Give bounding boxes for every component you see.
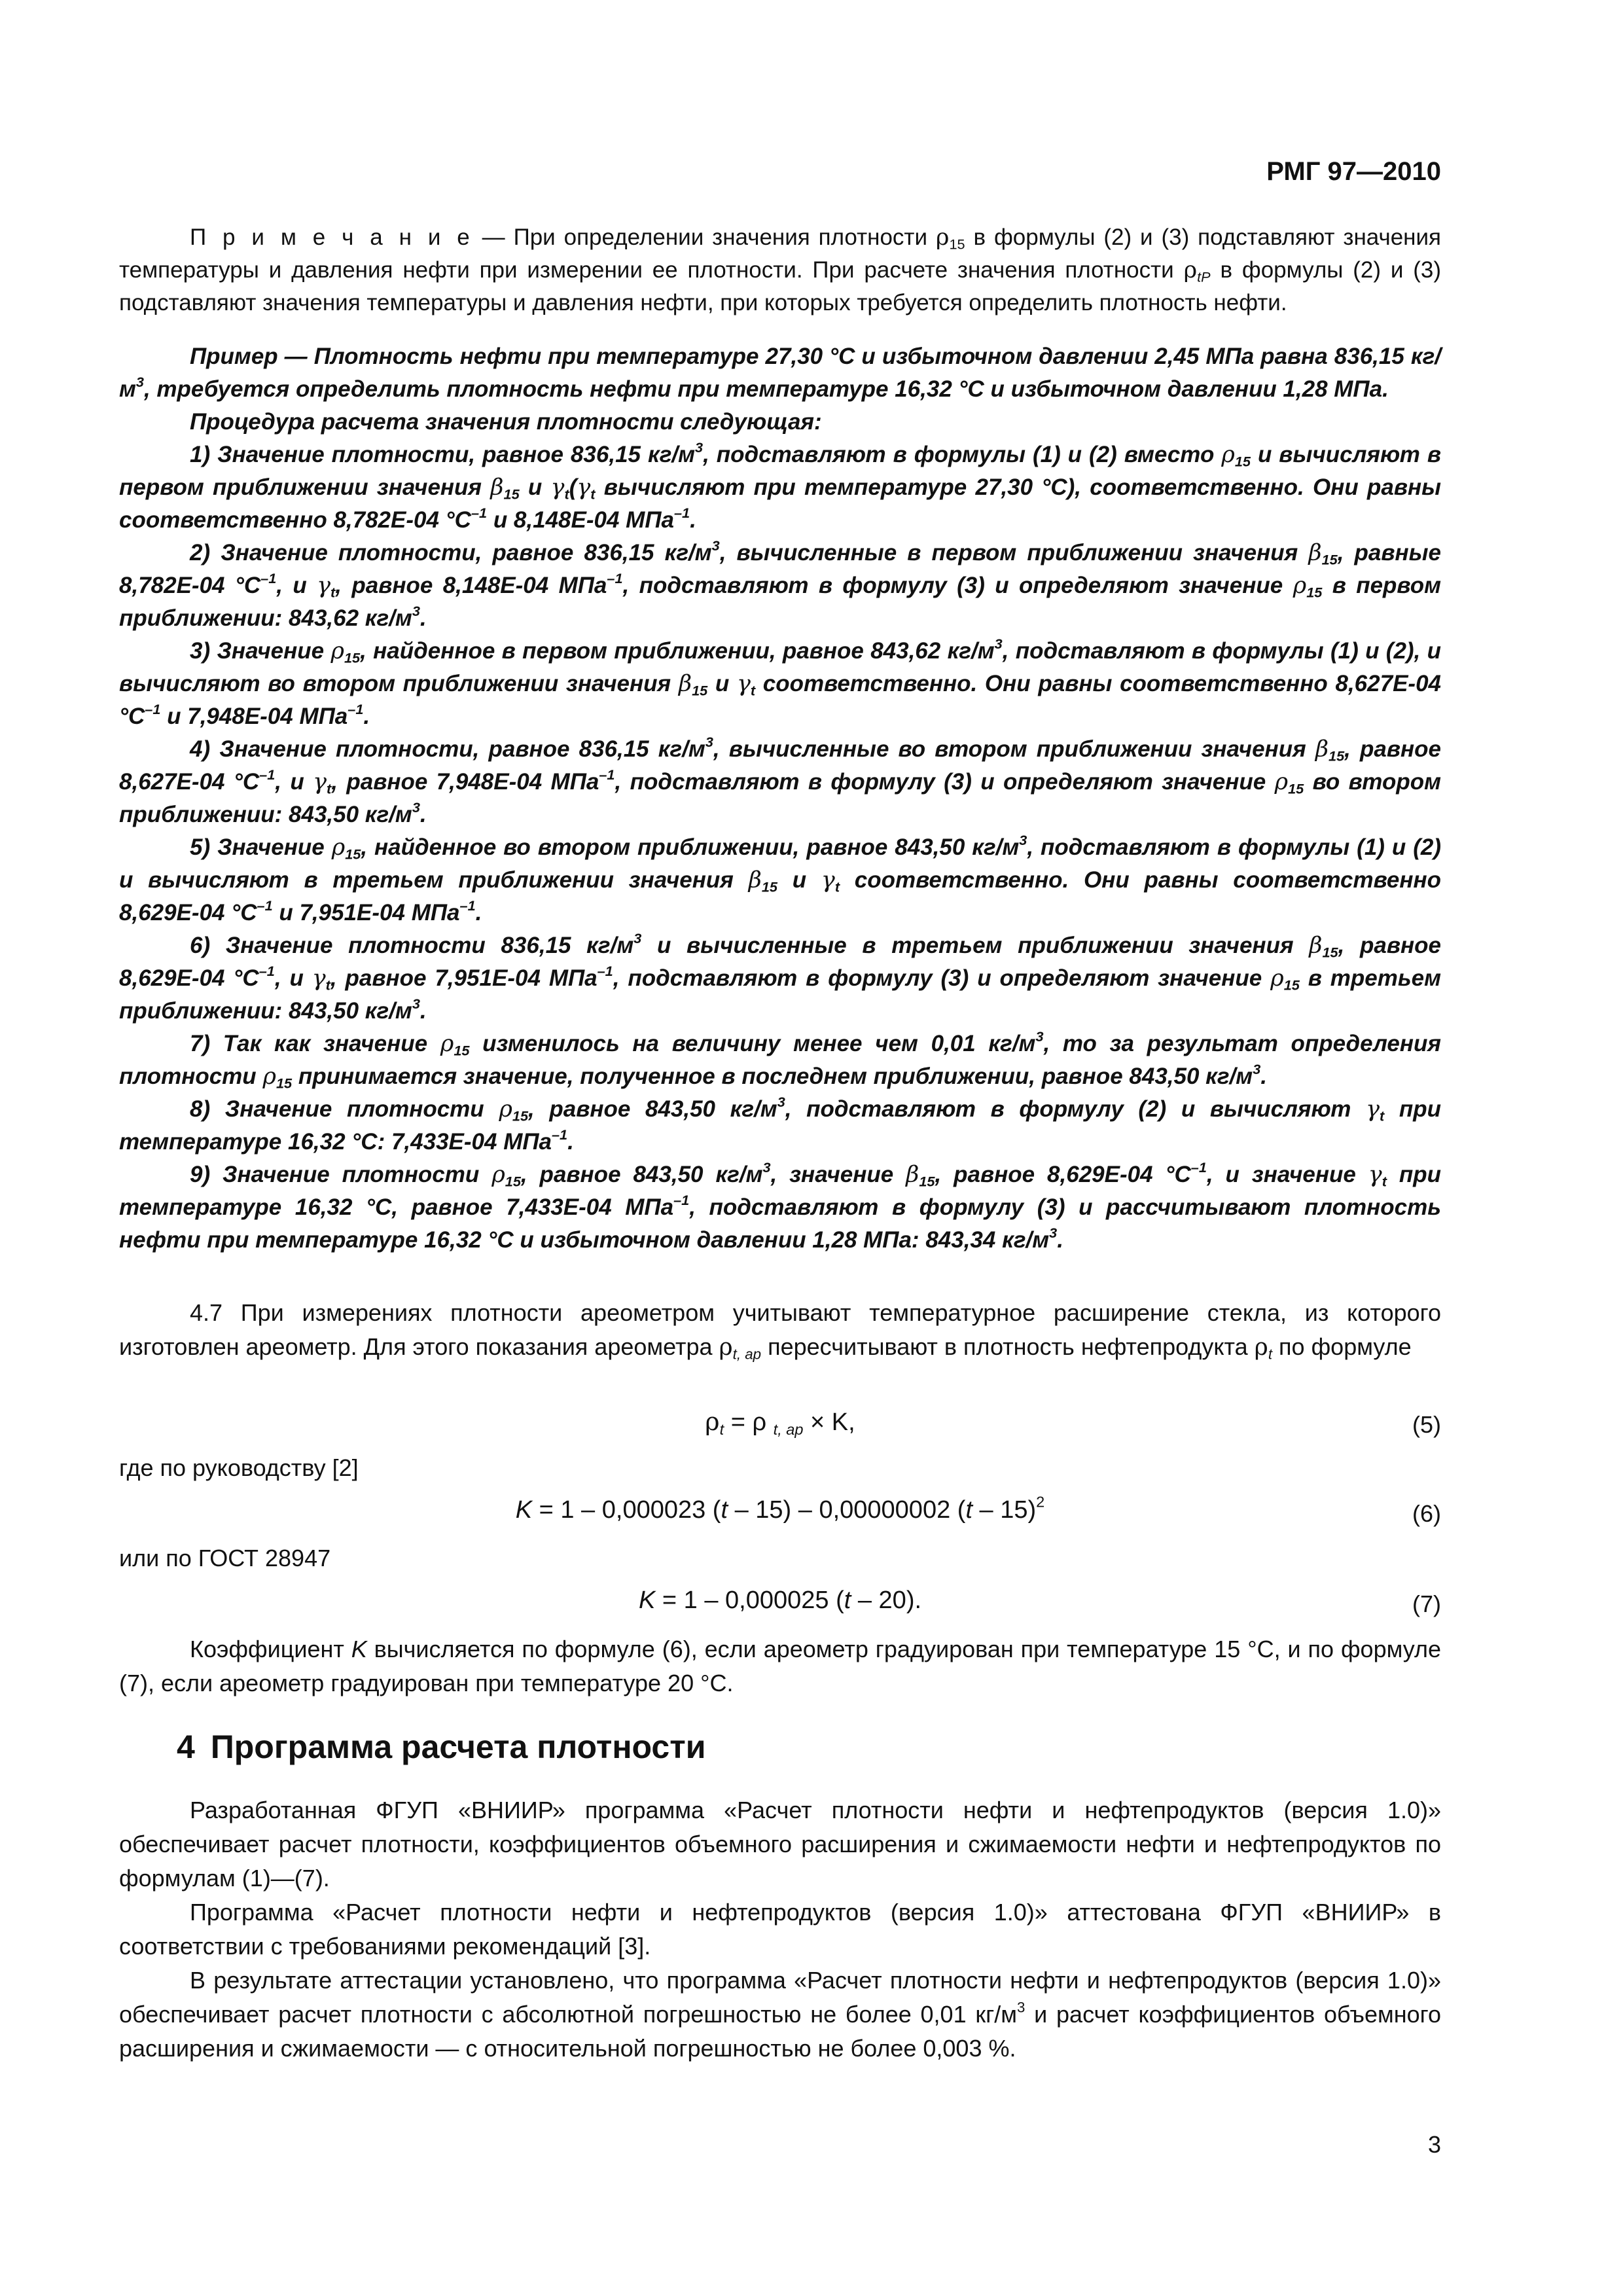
- step-text: и 8,148Е-04 МПа: [487, 507, 674, 533]
- step-text: , равное 843,50 кг/м: [520, 1162, 763, 1187]
- subscript-t: t: [834, 878, 840, 895]
- formula-text: = 1 – 0,000025 (: [655, 1587, 844, 1614]
- subscript-t-ar: t, ар: [773, 1421, 804, 1439]
- superscript-minus-1: –1: [599, 766, 615, 783]
- formula-5-expression: [119, 1407, 1441, 1437]
- section-4-paragraph-1: Разработанная ФГУП «ВНИИР» программа «Расчет плотности нефти и нефтепродуктов (версия 1.0)» обеспечивает расчет плотности, коэффициентов объемного расширения и сжимаемости нефти и нефтепродуктов по формулам (1)—(7).: [119, 1797, 1441, 1892]
- formula-text: = 1 – 0,000023 (: [532, 1496, 721, 1524]
- step-text: , подставляют в формулу (3) и определяют значение: [613, 965, 1271, 991]
- superscript-3: 3: [705, 733, 713, 750]
- variable-t: t: [844, 1587, 851, 1614]
- formula-text: × K,: [803, 1408, 855, 1436]
- section-title: Программа расчета плотности: [210, 1729, 706, 1765]
- paragraph-text: В результате аттестации установлено, что программа «Расчет плотности нефти и нефтепродуктов (версия 1.0)» обеспечивает расчет плотности с абсолютной погрешностью не более 0,01 кг/м: [119, 1967, 1441, 2028]
- step-text: 6) Значение плотности 836,15 кг/м: [190, 933, 634, 958]
- step-text: во втором приближении: 843,50 кг/м: [119, 769, 1441, 827]
- step-text: и 7,951Е-04 МПа: [272, 900, 460, 925]
- superscript-minus-1: –1: [551, 1126, 568, 1143]
- step-text: и 7,948Е-04 МПа: [160, 704, 348, 729]
- step-text: 3) Значение: [190, 638, 331, 664]
- superscript-minus-1: –1: [471, 504, 488, 521]
- superscript-3: 3: [1035, 1028, 1044, 1045]
- step-text: изменилось на величину менее чем 0,01 кг/м: [469, 1031, 1036, 1056]
- rho-symbol: ρ: [331, 834, 346, 861]
- superscript-2: 2: [1036, 1493, 1045, 1511]
- subscript-tp: tP: [1197, 268, 1211, 285]
- superscript-3: 3: [1016, 1999, 1026, 2016]
- rho-symbol: ρ: [330, 638, 344, 664]
- formula-6: [119, 1493, 1441, 1535]
- subscript-t: t: [750, 682, 756, 699]
- subscript-15: 15: [344, 649, 361, 666]
- gamma-symbol: γ: [736, 671, 751, 697]
- beta-symbol: β: [906, 1162, 919, 1188]
- superscript-minus-1: –1: [597, 962, 613, 979]
- superscript-3: 3: [777, 1093, 785, 1110]
- superscript-3: 3: [762, 1158, 771, 1175]
- step-text: , и: [274, 965, 312, 991]
- step-text: (: [569, 475, 577, 500]
- formula-5: [119, 1407, 1441, 1446]
- superscript-3: 3: [695, 439, 704, 456]
- beta-symbol: β: [1309, 933, 1323, 959]
- subscript-15: 15: [505, 1173, 521, 1190]
- step-text: , равное 843,50 кг/м: [528, 1096, 777, 1122]
- superscript-3: 3: [994, 635, 1003, 652]
- step-2: [119, 537, 1441, 635]
- example-intro-text: Пример — Плотность нефти при температуре 27,30 °С и избыточном давлении 2,45 МПа равна 836,15 кг/м: [119, 344, 1441, 402]
- step-text: , равное 8,629Е-04 °С: [119, 933, 1441, 991]
- variable-k: K: [515, 1496, 533, 1524]
- procedure-heading: Процедура расчета значения плотности следующая:: [190, 409, 822, 435]
- step-text: , значение: [770, 1162, 906, 1187]
- step-text: 4) Значение плотности, равное 836,15 кг/м: [190, 736, 705, 762]
- subscript-15: 15: [345, 846, 361, 863]
- step-text: .: [419, 605, 427, 631]
- step-text: и вычисленные в третьем приближении значения: [641, 933, 1310, 958]
- step-text: , равное 8,148Е-04 МПа: [335, 573, 607, 598]
- step-text: 1) Значение плотности, равное 836,15 кг/м: [190, 442, 695, 467]
- step-6: [119, 929, 1441, 1028]
- step-text: 8) Значение плотности: [190, 1096, 499, 1122]
- step-text: , подставляют в формулы (1) и (2) вместо: [703, 442, 1222, 467]
- step-text: .: [363, 704, 370, 729]
- section-4-7: [119, 1296, 1441, 1365]
- section-4-paragraph-2: Программа «Расчет плотности нефти и нефтепродуктов (версия 1.0)» аттестована ФГУП «ВНИИР» в соответствии с требованиями рекомендаций [3].: [119, 1899, 1441, 1960]
- beta-symbol: β: [1308, 540, 1322, 566]
- formula-text: – 15): [972, 1496, 1037, 1524]
- subscript-15: 15: [949, 236, 965, 253]
- step-text: .: [1057, 1227, 1063, 1253]
- formula-7-expression: [119, 1587, 1441, 1615]
- formula-text: = ρ: [724, 1408, 774, 1436]
- rho-symbol: ρ: [705, 1407, 720, 1436]
- section-4-body: [119, 1793, 1441, 2066]
- paragraph-text: вычисляется по формуле (6), если ареометр градуирован при температуре 15 °С, и по формуле (7), если ареометр градуирован при температуре 20 °С.: [119, 1636, 1441, 1696]
- subscript-15: 15: [1329, 747, 1345, 764]
- example-intro: [119, 340, 1441, 406]
- rho-symbol: ρ: [1293, 573, 1307, 599]
- rho-symbol: ρ: [1221, 442, 1235, 468]
- note-paragraph: [119, 221, 1441, 319]
- subscript-15: 15: [1321, 551, 1338, 568]
- superscript-minus-1: –1: [348, 700, 364, 717]
- step-text: , и значение: [1206, 1162, 1368, 1187]
- step-text: , найденное во втором приближении, равное 843,50 кг/м: [361, 834, 1020, 860]
- subscript-15: 15: [919, 1173, 935, 1190]
- step-1: [119, 439, 1441, 537]
- formula-6-label: где по руководству [2]: [119, 1454, 359, 1481]
- note-block: [119, 221, 1441, 319]
- step-text: .: [567, 1129, 574, 1155]
- gamma-symbol: γ: [821, 867, 835, 893]
- subscript-t-ar: t, ар: [732, 1346, 762, 1363]
- step-text: , вычисленные во втором приближении значения: [713, 736, 1315, 762]
- step-text: , то за результат определения плотности: [119, 1031, 1441, 1089]
- step-4: [119, 733, 1441, 831]
- coefficient-paragraph: [119, 1632, 1441, 1700]
- rho-symbol: ρ: [1254, 1334, 1268, 1361]
- step-text: 2) Значение плотности, равное 836,15 кг/м: [190, 540, 712, 565]
- subscript-t: t: [719, 1421, 724, 1439]
- formula-number: (5): [1412, 1411, 1441, 1438]
- paragraph-text: пересчитывают в плотность нефтепродукта: [761, 1333, 1255, 1360]
- subscript-t: t: [590, 486, 596, 503]
- step-text: .: [1260, 1064, 1267, 1089]
- subscript-15: 15: [1288, 780, 1304, 797]
- rho-symbol: ρ: [499, 1096, 512, 1122]
- step-text: 7) Так как значение: [190, 1031, 440, 1056]
- step-text: , равное 7,951Е-04 МПа: [330, 965, 597, 991]
- variable-t: t: [721, 1496, 728, 1524]
- gamma-symbol: γ: [1366, 1096, 1380, 1122]
- step-text: .: [419, 998, 427, 1024]
- step-text: , вычисленные в первом приближении значения: [719, 540, 1309, 565]
- document-code: РМГ 97—2010: [1266, 157, 1441, 186]
- step-text: , и: [275, 769, 313, 795]
- step-text: , равное 7,948Е-04 МПа: [331, 769, 599, 795]
- note-text-2: в формулы (2) и (3) подставляют значения температуры и давления нефти при измерении ее плотности. При расчете значения плотности: [119, 224, 1441, 283]
- subscript-15: 15: [761, 878, 777, 895]
- step-text: , и: [276, 573, 317, 598]
- step-9: [119, 1158, 1441, 1257]
- superscript-3: 3: [1019, 831, 1027, 848]
- step-text: и: [707, 671, 737, 696]
- superscript-3: 3: [412, 798, 420, 816]
- note-text-1: — При определении значения плотности: [473, 224, 936, 250]
- formula-7: [119, 1587, 1441, 1626]
- paragraph-text: по формуле: [1272, 1333, 1412, 1360]
- superscript-minus-1: –1: [459, 897, 476, 914]
- superscript-minus-1: –1: [673, 1191, 690, 1208]
- formula-7-label: или по ГОСТ 28947: [119, 1545, 331, 1571]
- step-text: и: [777, 867, 821, 893]
- variable-k: K: [351, 1636, 367, 1662]
- superscript-3: 3: [711, 537, 720, 554]
- rho-symbol: ρ: [935, 224, 950, 251]
- rho-symbol: ρ: [1270, 965, 1284, 992]
- subscript-15: 15: [454, 1042, 470, 1059]
- subscript-15: 15: [692, 682, 708, 699]
- formula-text: – 15) – 0,00000002 (: [728, 1496, 966, 1524]
- step-text: , подставляют в формулу (3) и определяют значение: [622, 573, 1293, 598]
- variable-k: K: [638, 1587, 656, 1614]
- superscript-minus-1: –1: [260, 569, 277, 586]
- superscript-3: 3: [135, 373, 144, 390]
- paragraph-text: и расчет коэффициентов объемного расширения и сжимаемости — с относительной погрешностью не более 0,003 %.: [119, 2001, 1442, 2062]
- subscript-t: t: [1379, 1107, 1385, 1124]
- step-text: соответственно. Они равны соответственно 8,629Е-04 °С: [119, 867, 1441, 925]
- subscript-t: t: [564, 486, 569, 503]
- step-text: .: [690, 507, 696, 533]
- subscript-15: 15: [512, 1107, 529, 1124]
- rho-symbol: ρ: [440, 1031, 454, 1057]
- step-5: [119, 831, 1441, 929]
- formula-text: – 20).: [851, 1587, 922, 1614]
- superscript-minus-1: –1: [673, 504, 690, 521]
- beta-symbol: β: [678, 671, 692, 697]
- rho-symbol: ρ: [262, 1064, 276, 1090]
- step-text: и: [519, 475, 551, 500]
- step-text: , подставляют в формулу (2) и вычисляют: [785, 1096, 1366, 1122]
- superscript-3: 3: [633, 929, 642, 946]
- superscript-minus-1: –1: [145, 700, 161, 717]
- step-text: , подставляют в формулу (3) и рассчитывают плотность нефти при температуре 16,32 °С и избыточном давлении 1,28 МПа: 843,34 кг/м: [119, 1194, 1442, 1253]
- gamma-symbol: γ: [312, 965, 326, 992]
- step-text: при температуре 16,32 °С: 7,433Е-04 МПа: [119, 1096, 1441, 1155]
- superscript-minus-1: –1: [607, 569, 623, 586]
- step-3: [119, 635, 1441, 733]
- step-text: в третьем приближении: 843,50 кг/м: [119, 965, 1442, 1024]
- step-text: .: [419, 802, 427, 827]
- note-text-3: в формулы (2) и (3) подставляют значения температуры и давления нефти, при которых требуется определить плотность нефти.: [119, 257, 1441, 315]
- subscript-15: 15: [1306, 584, 1323, 601]
- subscript-15: 15: [503, 486, 520, 503]
- rho-symbol: ρ: [1183, 257, 1198, 283]
- note-label: П р и м е ч а н и е: [190, 224, 474, 250]
- superscript-3: 3: [1049, 1224, 1058, 1241]
- subscript-t: t: [1382, 1173, 1387, 1190]
- gamma-symbol: γ: [577, 475, 591, 501]
- subscript-t: t: [1268, 1346, 1273, 1363]
- subscript-15: 15: [1283, 977, 1300, 994]
- step-text: при температуре 16,32 °С, равное 7,433Е-04 МПа: [119, 1162, 1442, 1220]
- gamma-symbol: γ: [313, 769, 327, 795]
- step-text: принимается значение, полученное в последнем приближении, равное 843,50 кг/м: [292, 1064, 1253, 1089]
- step-text: 5) Значение: [190, 834, 332, 860]
- superscript-minus-1: –1: [259, 766, 276, 783]
- step-text: .: [475, 900, 482, 925]
- subscript-15: 15: [1322, 944, 1338, 961]
- rho-symbol: ρ: [1274, 769, 1289, 795]
- subscript-t: t: [325, 977, 330, 994]
- step-text: , подставляют в формулы (1) и (2) и вычисляют в третьем приближении значения: [119, 834, 1441, 893]
- example-intro-text: , требуется определить плотность нефти при температуре 16,32 °С и избыточном давлении 1,28 МПа.: [143, 376, 1389, 402]
- subscript-t: t: [330, 584, 336, 601]
- rho-symbol: ρ: [719, 1334, 733, 1361]
- step-text: соответственно. Они равны соответственно 8,627Е-04 °С: [119, 671, 1441, 729]
- section-4-heading: [177, 1728, 705, 1766]
- step-7: [119, 1028, 1441, 1093]
- section-number: 4: [177, 1729, 195, 1765]
- superscript-3: 3: [412, 995, 420, 1012]
- step-text: вычисляют при температуре 27,30 °С), соответственно. Они равны соответственно 8,782Е-04 °С: [119, 475, 1441, 533]
- gamma-symbol: γ: [1368, 1162, 1382, 1188]
- paragraph-text: 4.7 При измерениях плотности ареометром учитывают температурное расширение стекла, из которого изготовлен ареометр. Для этого показания ареометра: [119, 1299, 1441, 1360]
- subscript-15: 15: [1234, 453, 1251, 470]
- step-text: , подставляют в формулы (1) и (2), и вычисляют во втором приближении значения: [119, 638, 1442, 696]
- step-8: [119, 1093, 1441, 1158]
- beta-symbol: β: [748, 867, 762, 893]
- gamma-symbol: γ: [317, 573, 331, 599]
- step-text: в первом приближении: 843,62 кг/м: [119, 573, 1441, 631]
- step-text: 9) Значение плотности: [190, 1162, 492, 1187]
- gamma-symbol: γ: [550, 475, 565, 501]
- superscript-3: 3: [1253, 1060, 1261, 1077]
- subscript-15: 15: [276, 1075, 293, 1092]
- step-text: , равное 8,627Е-04 °С: [119, 736, 1441, 795]
- superscript-3: 3: [412, 602, 420, 619]
- section-4-paragraph-3: [119, 1964, 1441, 2066]
- superscript-minus-1: –1: [1190, 1158, 1207, 1175]
- paragraph-text: Коэффициент: [190, 1636, 351, 1662]
- step-text: , равное 8,629Е-04 °С: [935, 1162, 1191, 1187]
- subscript-t: t: [327, 780, 332, 797]
- section-4-7-paragraph: [119, 1296, 1441, 1365]
- rho-symbol: ρ: [491, 1162, 505, 1188]
- formula-number: (6): [1412, 1500, 1441, 1527]
- coefficient-text: [119, 1632, 1441, 1700]
- step-text: , подставляют в формулу (3) и определяют значение: [615, 769, 1275, 795]
- step-text: , равные 8,782Е-04 °С: [119, 540, 1441, 598]
- example-block: [119, 340, 1441, 1257]
- beta-symbol: β: [1315, 736, 1329, 762]
- step-text: и вычисляют в первом приближении значения: [119, 442, 1441, 500]
- variable-t: t: [965, 1496, 972, 1524]
- step-text: , найденное в первом приближении, равное 843,62 кг/м: [360, 638, 995, 664]
- formula-number: (7): [1412, 1590, 1441, 1617]
- beta-symbol: β: [490, 475, 504, 501]
- formula-6-expression: [119, 1493, 1441, 1524]
- superscript-minus-1: –1: [257, 897, 273, 914]
- superscript-minus-1: –1: [259, 962, 275, 979]
- page-number: 3: [1427, 2131, 1441, 2158]
